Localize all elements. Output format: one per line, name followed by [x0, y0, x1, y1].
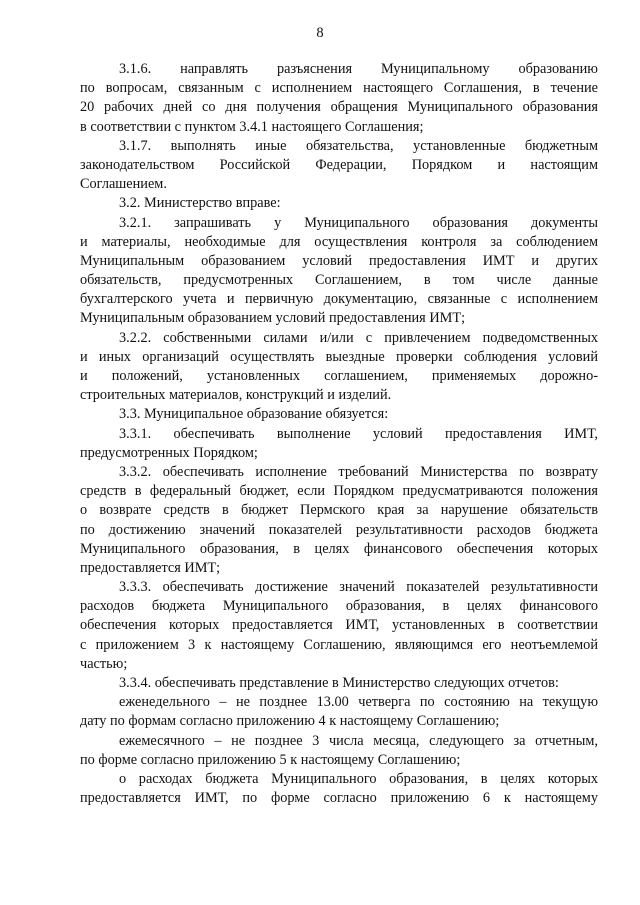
- text-line: предоставляется ИМТ, по форме согласно приложению 6 к настоящему: [80, 790, 598, 807]
- text-line: обеспечения которых предоставляется ИМТ, установленных в соответствии: [80, 617, 598, 634]
- text-line: 3.2.2. собственными силами и/или с привлечением подведомственных: [119, 329, 598, 346]
- paragraph-p317: [80, 137, 598, 195]
- text-line: предоставляется ИМТ;: [80, 559, 221, 576]
- page-number: 8: [316, 25, 324, 41]
- paragraph-p32: [80, 194, 598, 213]
- text-line: Муниципальным образованием условий предоставления ИМТ и других: [80, 252, 598, 269]
- text-line: обязательств, предусмотренных Соглашением, в том числе данные: [80, 272, 598, 289]
- paragraph-p333: [80, 578, 598, 674]
- text-line: расходов бюджета Муниципального образования, в целях финансового: [80, 598, 598, 615]
- paragraph-p33: [80, 405, 598, 424]
- text-line: частью;: [80, 655, 128, 672]
- text-line: бухгалтерского учета и первичную документацию, связанные с исполнением: [80, 291, 598, 308]
- text-line: законодательством Российской Федерации, Порядком и настоящим: [80, 156, 598, 173]
- text-line: 3.3.3. обеспечивать достижение значений показателей результативности: [119, 579, 598, 596]
- text-line: ежемесячного – не позднее 3 числа месяца, следующего за отчетным,: [119, 732, 598, 749]
- text-line: 3.3. Муниципальное образование обязуется:: [119, 406, 389, 423]
- text-line: средств в федеральный бюджет, если Порядком предусматриваются положения: [80, 483, 598, 500]
- text-line: и положений, установленных соглашением, применяемых дорожно-: [80, 368, 598, 384]
- paragraph-p321: [80, 214, 598, 329]
- text-line: о возврате средств в бюджет Пермского края за нарушение обязательств: [80, 502, 598, 519]
- text-line: по вопросам, связанным с исполнением настоящего Соглашения, в течение: [80, 80, 598, 97]
- text-line: 3.2.1. запрашивать у Муниципального образования документы: [119, 214, 598, 231]
- paragraph-p334: [80, 674, 598, 693]
- text-line: строительных материалов, конструкций и изделий.: [80, 387, 392, 404]
- paragraph-p334a: [80, 693, 598, 731]
- text-line: 3.1.6. направлять разъяснения Муниципальному образованию: [119, 61, 598, 77]
- text-line: 20 рабочих дней со дня получения обращения Муниципального образования: [80, 99, 598, 116]
- paragraph-p332: [80, 463, 598, 578]
- text-line: Муниципальным образованием условий предоставления ИМТ;: [80, 310, 466, 327]
- text-line: предусмотренных Порядком;: [80, 444, 258, 461]
- text-line: 3.3.4. обеспечивать представление в Министерство следующих отчетов:: [119, 675, 559, 691]
- text-line: 3.2. Министерство вправе:: [119, 195, 281, 212]
- paragraph-p322: [80, 329, 598, 406]
- text-line: Соглашением.: [80, 176, 167, 193]
- text-line: дату по формам согласно приложению 4 к настоящему Соглашению;: [80, 713, 500, 730]
- text-line: Муниципального образования, в целях финансового обеспечения которых: [80, 540, 598, 557]
- text-line: по форме согласно приложению 5 к настоящему Соглашению;: [80, 751, 461, 768]
- text-line: еженедельного – не позднее 13.00 четверга по состоянию на текущую: [119, 694, 598, 711]
- text-line: 3.3.2. обеспечивать исполнение требований Министерства по возврату: [119, 463, 598, 480]
- text-line: и материалы, необходимые для осуществления контроля за соблюдением: [80, 233, 598, 250]
- text-line: с приложением 3 к настоящему Соглашению, являющимся его неотъемлемой: [80, 636, 598, 653]
- text-line: и иных организаций осуществлять выездные проверки соблюдения условий: [80, 348, 598, 365]
- text-line: по достижению значений показателей результативности расходов бюджета: [80, 521, 598, 538]
- document-body: [80, 60, 598, 808]
- text-line: 3.3.1. обеспечивать выполнение условий предоставления ИМТ,: [119, 425, 598, 442]
- paragraph-p334c: [80, 770, 598, 808]
- paragraph-p334b: [80, 732, 598, 770]
- text-line: о расходах бюджета Муниципального образования, в целях которых: [119, 770, 598, 787]
- text-line: в соответствии с пунктом 3.4.1 настоящего Соглашения;: [80, 118, 424, 135]
- paragraph-p331: [80, 425, 598, 463]
- text-line: 3.1.7. выполнять иные обязательства, установленные бюджетным: [119, 137, 598, 154]
- paragraph-p316: [80, 60, 598, 137]
